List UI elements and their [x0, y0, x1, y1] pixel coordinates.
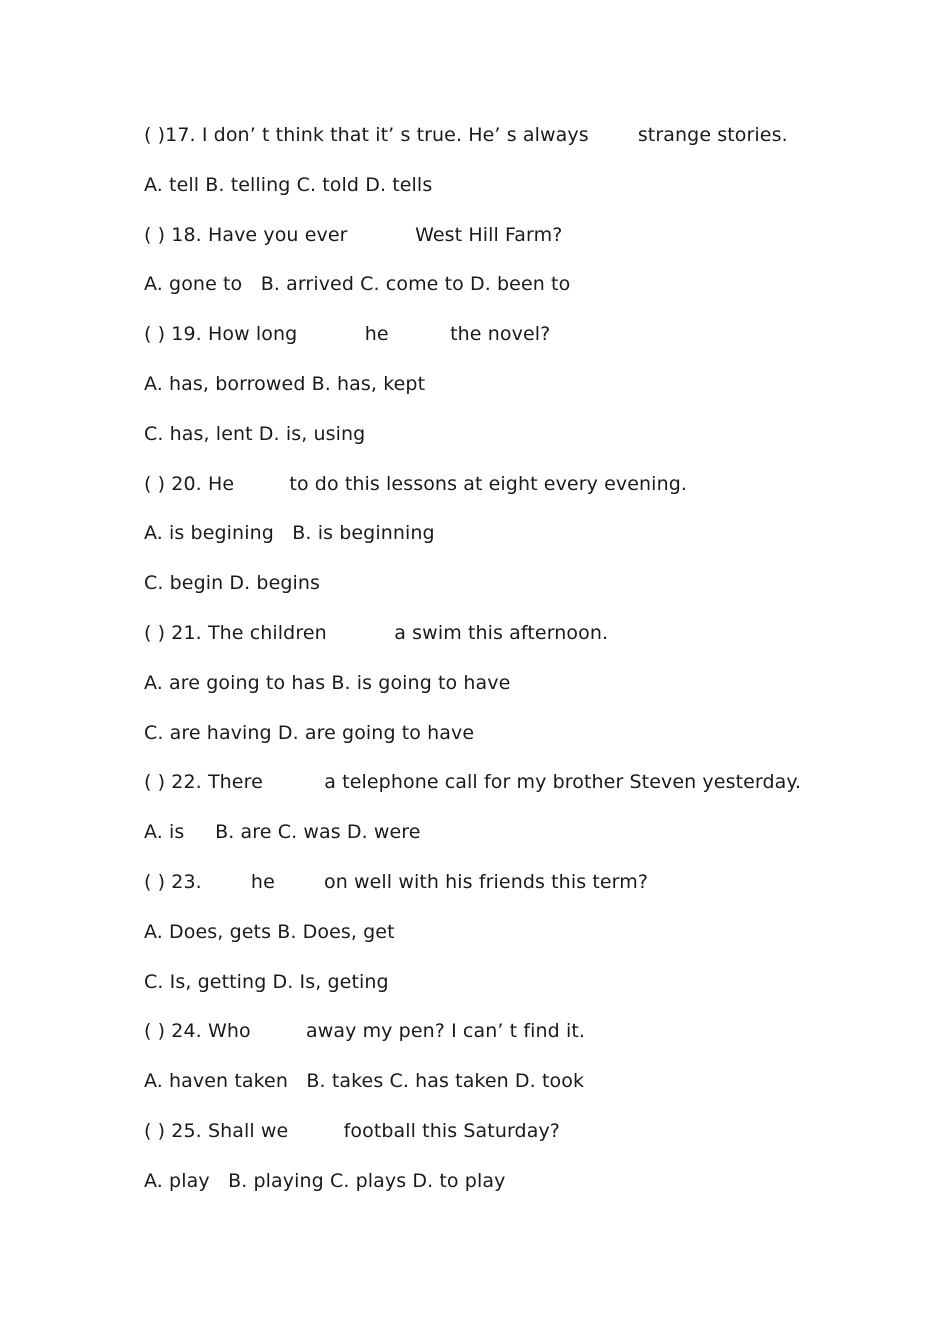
question-24: ( ) 24. Who away my pen? I can’ t find it.: [144, 1020, 586, 1043]
question-23: ( ) 23. he on well with his friends this term?: [144, 870, 649, 893]
exercise-list: [144, 120, 844, 1216]
options-21-ab: A. are going to has B. is going to have: [144, 671, 511, 694]
question-20: ( ) 20. He to do this lessons at eight every evening.: [144, 472, 688, 495]
question-19: ( ) 19. How long he the novel?: [144, 323, 551, 346]
question-22: ( ) 22. There a telephone call for my brother Steven yesterday.: [144, 771, 802, 794]
options-18: A. gone to B. arrived C. come to D. been to: [144, 273, 571, 296]
options-23-cd: C. Is, getting D. Is, geting: [144, 970, 389, 993]
options-25: A. play B. playing C. plays D. to play: [144, 1169, 506, 1192]
options-20-cd: C. begin D. begins: [144, 572, 321, 595]
options-20-ab: A. is begining B. is beginning: [144, 522, 435, 545]
options-24: A. haven taken B. takes C. has taken D. took: [144, 1070, 585, 1093]
question-21: ( ) 21. The children a swim this afternoon.: [144, 621, 609, 644]
options-22: A. is B. are C. was D. were: [144, 821, 421, 844]
question-25: ( ) 25. Shall we football this Saturday?: [144, 1119, 560, 1142]
question-18: ( ) 18. Have you ever West Hill Farm?: [144, 223, 563, 246]
options-19-ab: A. has, borrowed B. has, kept: [144, 372, 426, 395]
options-19-cd: C. has, lent D. is, using: [144, 422, 366, 445]
options-21-cd: C. are having D. are going to have: [144, 721, 475, 744]
options-17: A. tell B. telling C. told D. tells: [144, 173, 433, 196]
options-23-ab: A. Does, gets B. Does, get: [144, 920, 395, 943]
question-17: ( )17. I don’ t think that it’ s true. He’ s always strange stories.: [144, 124, 788, 146]
